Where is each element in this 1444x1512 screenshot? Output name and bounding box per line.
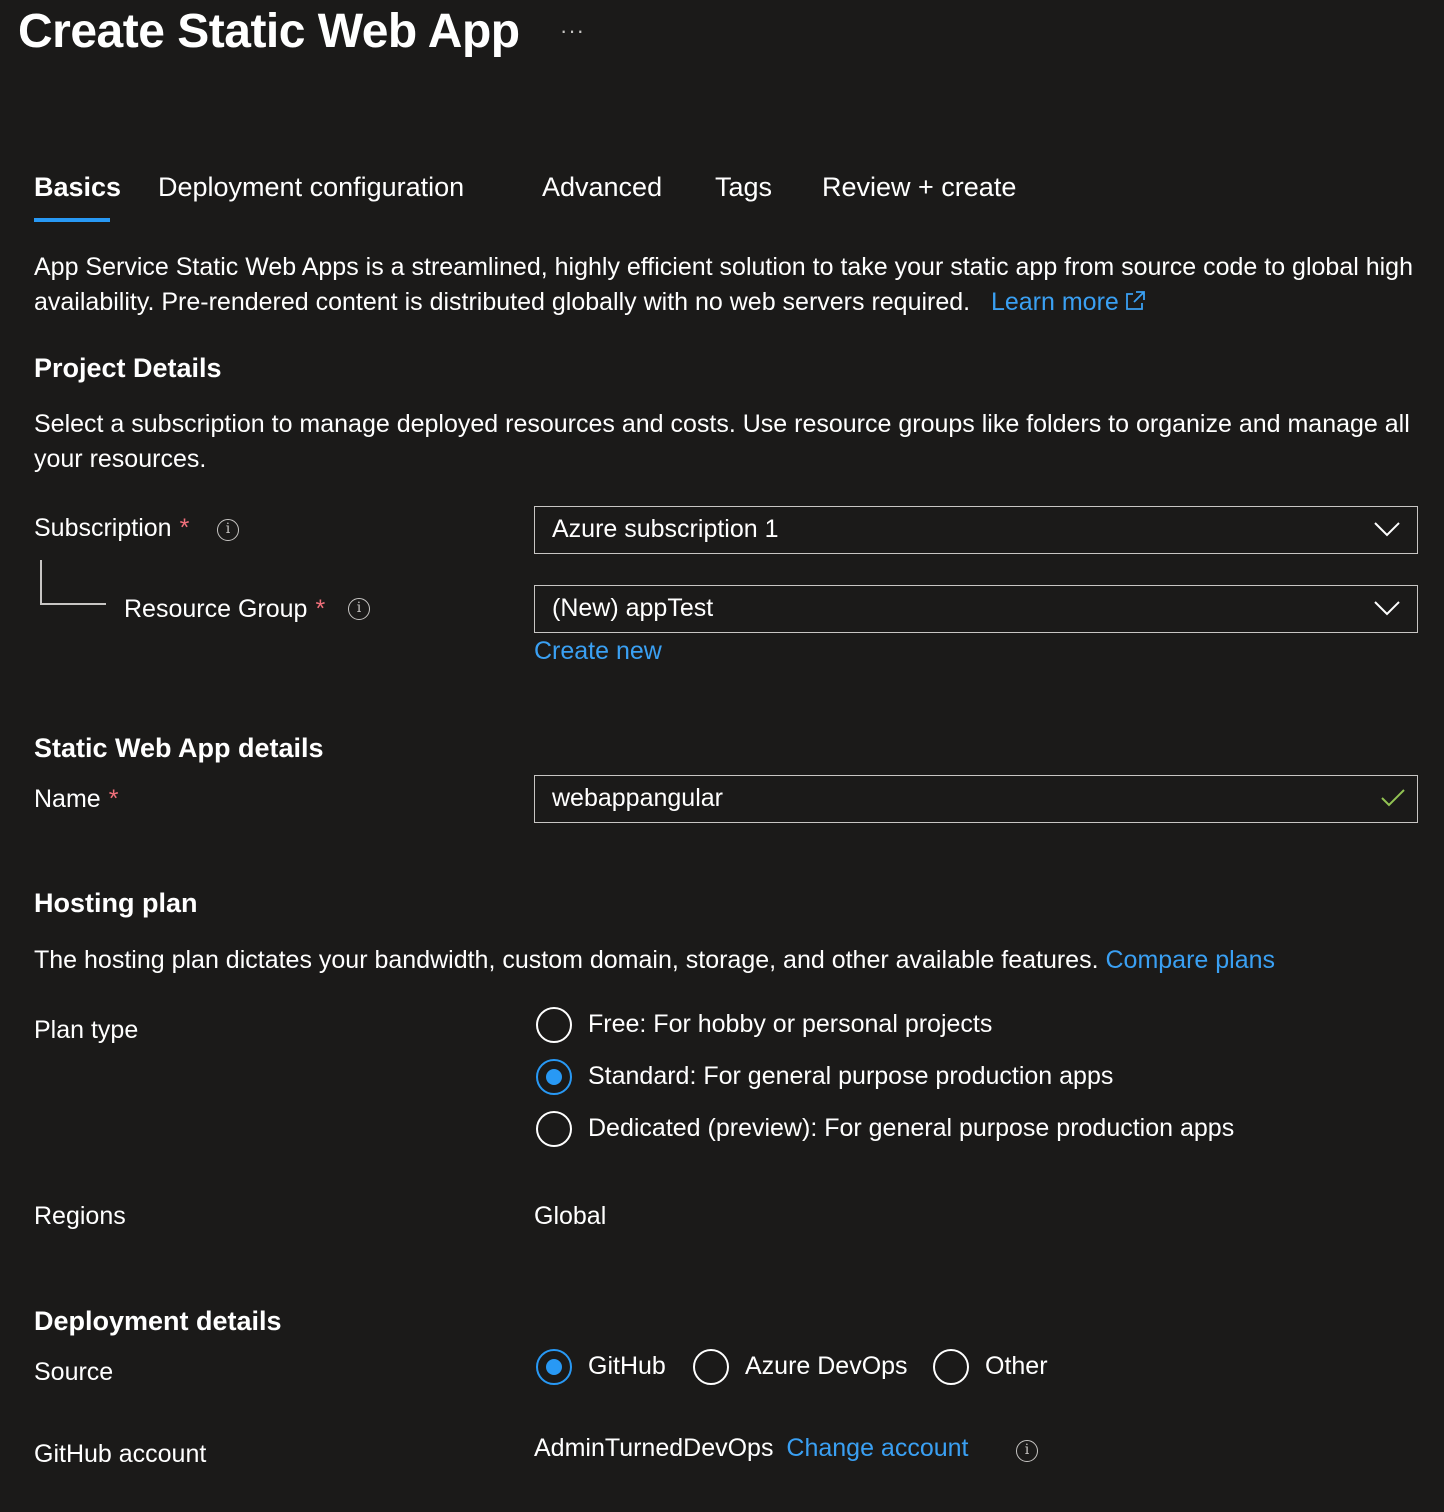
resource-group-info-icon[interactable]: i: [348, 598, 370, 620]
plan-standard-label[interactable]: Standard: For general purpose production apps: [588, 1062, 1114, 1090]
name-input[interactable]: [534, 775, 1418, 823]
plan-type-label: Plan type: [34, 1016, 139, 1044]
intro-description: [34, 250, 1424, 320]
source-azure-devops-label[interactable]: Azure DevOps: [745, 1352, 908, 1380]
deployment-details-heading: Deployment details: [34, 1306, 282, 1336]
plan-free-radio[interactable]: [536, 1007, 572, 1043]
hosting-plan-text: The hosting plan dictates your bandwidth, custom domain, storage, and other available features.: [34, 946, 1099, 974]
github-account-info-icon[interactable]: i: [1016, 1440, 1038, 1462]
project-details-heading: Project Details: [34, 353, 222, 383]
source-other-label[interactable]: Other: [985, 1352, 1048, 1380]
intro-text: App Service Static Web Apps is a streamlined, highly efficient solution to take your static app from source code to global high availability. Pre-rendered content is distributed globally with no web servers required.: [34, 253, 1413, 316]
source-github-radio[interactable]: [536, 1349, 572, 1385]
tab-review-create[interactable]: Review + create: [822, 172, 1017, 202]
required-marker: *: [179, 514, 190, 542]
hosting-plan-description: [34, 943, 1424, 978]
resource-group-value: (New) appTest: [552, 594, 714, 622]
change-account-link[interactable]: Change account: [786, 1434, 969, 1462]
tree-connector-vertical: [40, 560, 42, 604]
tab-advanced[interactable]: Advanced: [542, 172, 663, 202]
resource-group-label-text: Resource Group: [124, 595, 308, 623]
learn-more-link[interactable]: [991, 288, 1147, 316]
tab-basics[interactable]: Basics: [34, 172, 122, 202]
create-new-link[interactable]: Create new: [534, 637, 662, 665]
regions-label: Regions: [34, 1202, 126, 1230]
more-options-button[interactable]: ···: [560, 18, 585, 43]
chevron-down-icon: [1373, 517, 1401, 541]
subscription-dropdown[interactable]: [534, 506, 1418, 554]
source-azure-devops-radio[interactable]: [693, 1349, 729, 1385]
tab-deployment-configuration[interactable]: Deployment configuration: [158, 172, 465, 202]
source-other-radio[interactable]: [933, 1349, 969, 1385]
name-label-text: Name: [34, 785, 101, 813]
subscription-value: Azure subscription 1: [552, 515, 779, 543]
source-github-label[interactable]: GitHub: [588, 1352, 666, 1380]
plan-free-label[interactable]: Free: For hobby or personal projects: [588, 1010, 993, 1038]
required-marker: *: [108, 785, 119, 813]
tab-tags[interactable]: Tags: [715, 172, 773, 202]
subscription-label-text: Subscription: [34, 514, 172, 542]
required-marker: *: [315, 595, 326, 623]
github-account-value: AdminTurnedDevOps: [534, 1434, 774, 1462]
app-details-heading: Static Web App details: [34, 733, 324, 763]
external-link-icon: [1123, 289, 1147, 313]
plan-dedicated-radio[interactable]: [536, 1111, 572, 1147]
github-account-label: GitHub account: [34, 1440, 207, 1468]
active-tab-indicator: [34, 218, 110, 222]
project-details-description: Select a subscription to manage deployed resources and costs. Use resource groups like folders to organize and manage all your resources.: [34, 410, 1410, 473]
tree-connector-horizontal: [40, 603, 106, 605]
name-label: [34, 785, 118, 814]
regions-value: Global: [534, 1202, 607, 1230]
resource-group-label: [124, 595, 325, 624]
github-account-row: [534, 1434, 969, 1463]
name-value: webappangular: [552, 784, 723, 812]
page-title: Create Static Web App: [18, 5, 520, 58]
plan-standard-radio[interactable]: [536, 1059, 572, 1095]
subscription-info-icon[interactable]: i: [217, 519, 239, 541]
resource-group-dropdown[interactable]: [534, 585, 1418, 633]
learn-more-label: Learn more: [990, 288, 1119, 316]
source-label: Source: [34, 1358, 114, 1386]
compare-plans-link[interactable]: Compare plans: [1105, 946, 1276, 974]
plan-dedicated-label[interactable]: Dedicated (preview): For general purpose production apps: [588, 1114, 1235, 1142]
chevron-down-icon: [1373, 596, 1401, 620]
checkmark-icon: [1379, 786, 1407, 810]
subscription-label: [34, 514, 189, 543]
hosting-plan-heading: Hosting plan: [34, 888, 198, 918]
